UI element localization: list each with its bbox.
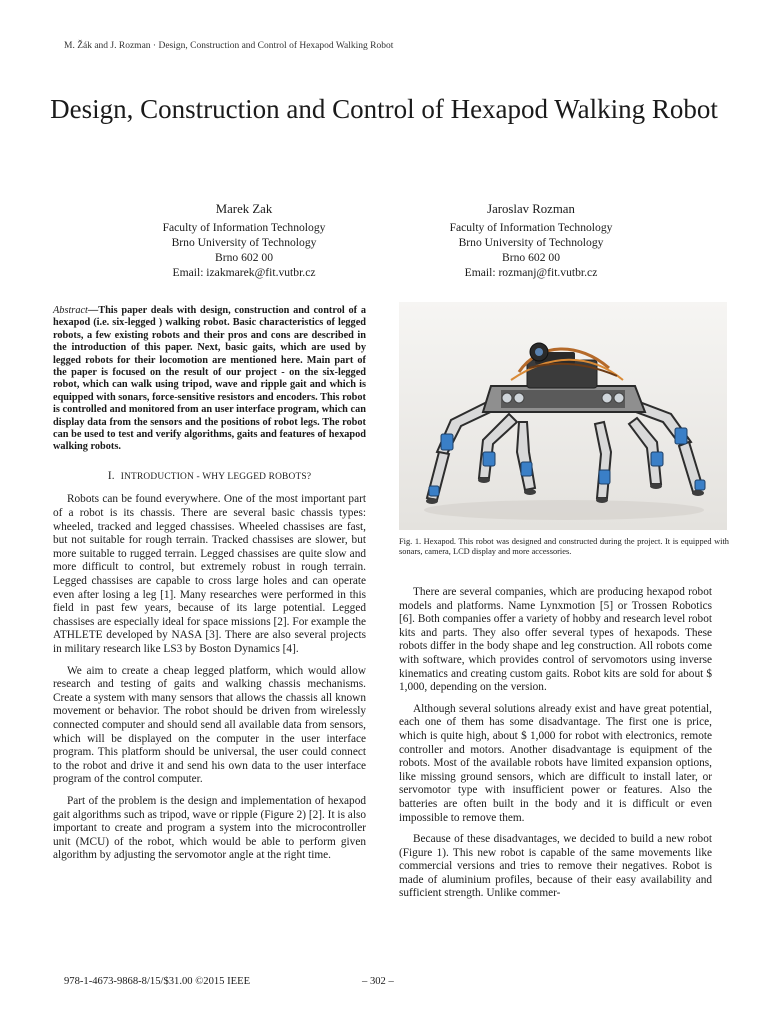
author-address: Brno 602 00 <box>215 251 273 264</box>
author-university: Brno University of Technology <box>171 236 317 249</box>
right-column <box>399 586 712 909</box>
author-name: Jaroslav Rozman <box>487 202 575 216</box>
left-column <box>53 305 366 871</box>
hexapod-robot-illustration <box>399 302 727 530</box>
section-title: INTRODUCTION - WHY LEGGED ROBOTS? <box>120 471 312 482</box>
page-number: – 302 – <box>362 976 394 987</box>
abstract <box>53 305 366 454</box>
author-block-1 <box>114 202 374 280</box>
paragraph: There are several companies, which are producing hexapod robot models and platforms. Name Lynxmotion [5] or Trossen Robotics [6]. Both companies offer a variety of hobby and research level robot kits and parts. They also offer several types of hexapods. These robots differ in the body shape and leg construction. All robots come with software, which provides control of servomotors using inverse kinematics and creating custom gaits. Robot kits are sold for about $ 1,000, depending on the version. <box>399 586 712 694</box>
section-numeral: I. <box>107 469 115 482</box>
paragraph: Part of the problem is the design and implementation of hexapod gait algorithms such as tripod, wave or ripple (Figure 2) [2]. It is also important to create and program a system into the microcontroller unit (MCU) of the robot, which would be able to perform given algorithm by adjusting the servomotor angle at the right time. <box>53 794 366 862</box>
paragraph: Robots can be found everywhere. One of the most important part of a robot is its chassis. There are several basic chassis types: wheeled, tracked and legged chassises. Wheeled chassises are fast, but not suitable for rough terrain. Tracked chassises are slower, but more suitable to rugged terrain. Legged chassises are quite slow and more difficult to control, but extremely robust in rough terrain. Legged chassises are capable to cross large holes and can operate even after losing a leg [1]. Many researches were performed in this field in past few years, because of its large potential. Legged chassises are especially ideal for space missions [2]. For example the ATHLETE developed by NASA [3]. There are also several projects in military research like LS3 by Boston Dynamics [4]. <box>53 493 366 655</box>
author-name: Marek Zak <box>215 202 273 216</box>
isbn-footer: 978-1-4673-9868-8/15/$31.00 ©2015 IEEE <box>64 976 251 987</box>
section-heading <box>53 470 366 485</box>
abstract-text: —This paper deals with design, construction and control of a hexapod (i.e. six-legged ) walking robot. Basic characteristics of legged robots, a few existing robots and their pros and cons are described in the introduction of this paper. Next, basic gaits, which are used by legged robots for their locomotion are mentioned here. Main part of the paper is focused on the result of our project - on the six-legged robot, which can walk using tripod, wave and ripple gait and which is equipped with sonars, force-sensitive resistors and encoders. This robot is controlled and monitored from an user interface program, which can display data from the sensors and the positions of robot legs. The robot can be used to test and verify algorithms, gaits and features of hexapod walking robots. <box>53 305 366 453</box>
author-email: Email: izakmarek@fit.vutbr.cz <box>172 266 316 279</box>
figure-caption: Fig. 1. Hexapod. This robot was designed and constructed during the project. It is equipped with sonars, camera, LCD display and more accessories. <box>399 537 729 557</box>
author-affiliation: Faculty of Information Technology <box>449 221 613 234</box>
abstract-label: Abstract <box>53 305 88 316</box>
author-address: Brno 602 00 <box>502 251 560 264</box>
author-block-2 <box>401 202 661 280</box>
author-affiliation: Faculty of Information Technology <box>162 221 326 234</box>
running-head: M. Žák and J. Rozman · Design, Construction and Control of Hexapod Walking Robot <box>64 41 394 51</box>
paragraph: Because of these disadvantages, we decided to build a new robot (Figure 1). This new robot is capable of the same movements like commercial versions and tries to remove their negatives. Robot is made of aluminium profiles, because of their easy availability and sufficient strength. Unlike commer- <box>399 833 712 900</box>
paragraph: Although several solutions already exist and have great potential, each one of them has some disadvantage. The first one is price, which is quite high, about $ 1,000 for robot with electronics, remote controller and motors. Another disadvantage is equipment of the robots. Most of the available robots have limited expansion options, like missing ground sensors, which are difficult to install later, or servomotor type with insufficient power or features. Also the batteries are often built in the body and it is difficult or even impossible to remove them. <box>399 702 712 824</box>
hexapod-robot-photo <box>399 302 727 530</box>
author-email: Email: rozmanj@fit.vutbr.cz <box>464 266 598 279</box>
author-university: Brno University of Technology <box>458 236 604 249</box>
paragraph: We aim to create a cheap legged platform, which would allow research and testing of gaits and walking chassis mechanisms. Create a system with many sensors that allows the chassis all known movement or behavior. The robot should be driven from wirelessly connected computer and should send all available data from sensors, which will be displayed on the computer in the user interface program. This platform should be universal, the user could connect to the robot and drive it and send his own data to the user interface program of the control computer. <box>53 664 366 786</box>
paper-title: Design, Construction and Control of Hexapod Walking Robot <box>50 94 718 124</box>
